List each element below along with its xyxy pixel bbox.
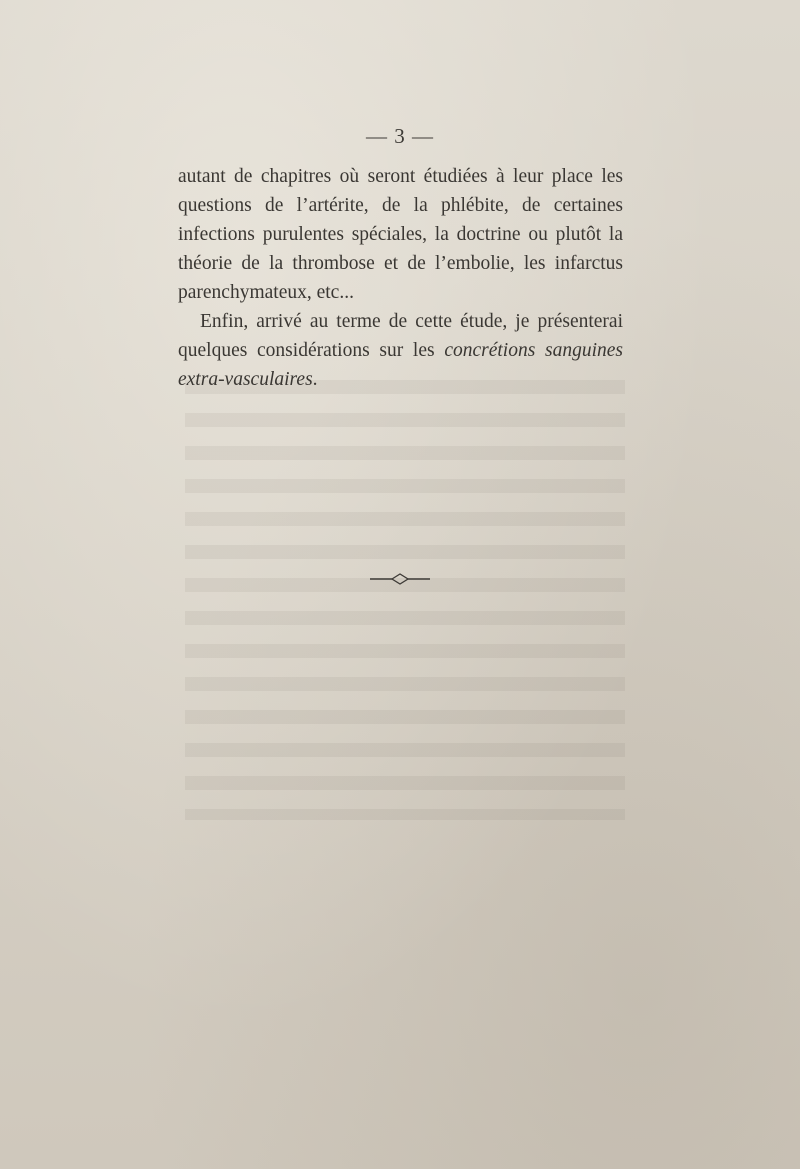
paragraph-1: autant de chapitres où seront étudiées à leur place les questions de l’artérite, de la phlébite, de certaines infections purulentes spéciales, la doctrine ou plutôt la théorie de la thrombose et de l’embolie, les infarctus parenchymateux, etc...: [178, 166, 623, 303]
paragraph-2: [178, 307, 623, 394]
bleed-through-texture: [185, 380, 625, 820]
body-text: [178, 162, 623, 394]
paragraph-2-text: Enfin, arrivé au terme de cette étude, je présenterai quelques considérations sur les: [178, 311, 623, 361]
paragraph-2-end: .: [312, 369, 318, 390]
page-number: — 3 —: [366, 124, 434, 148]
paragraph-2-emphasis: concrétions sanguines extra-vasculaires: [178, 340, 624, 390]
ornament-divider-icon: [370, 572, 430, 586]
